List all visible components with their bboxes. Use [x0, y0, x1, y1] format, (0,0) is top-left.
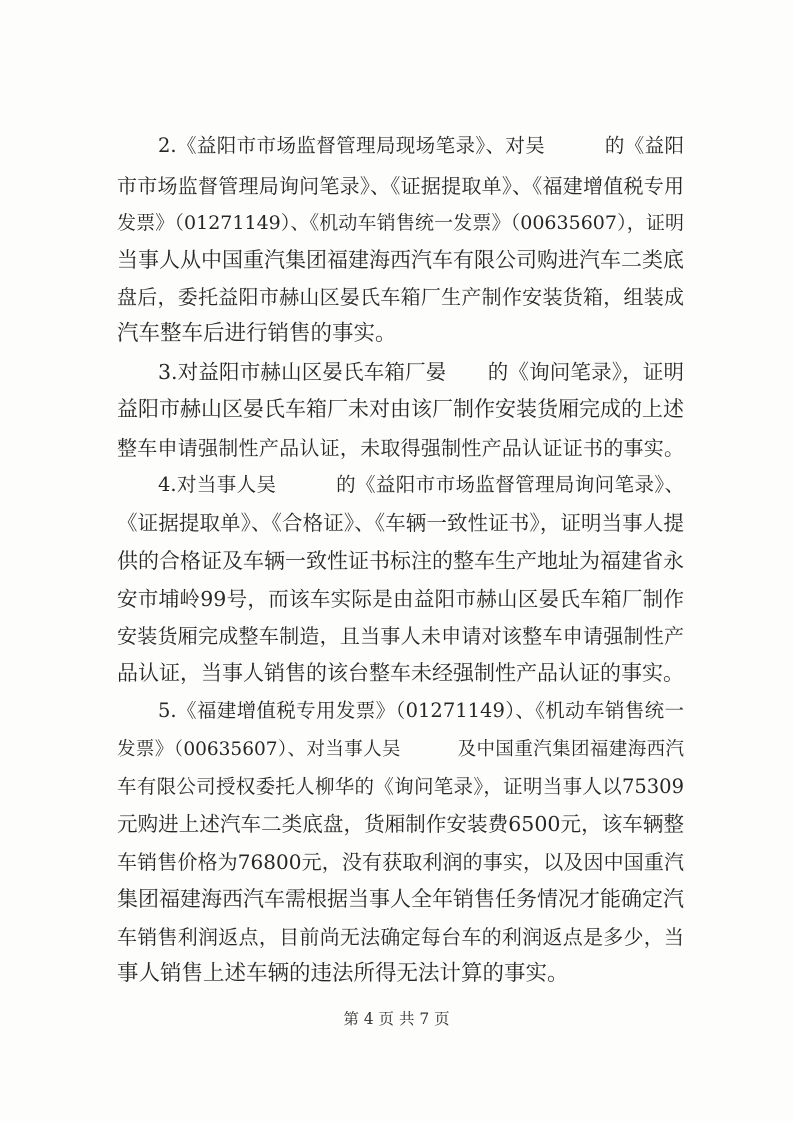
text-line: 安装货厢完成整车制造，且当事人未申请对该整车申请强制性产	[117, 624, 684, 648]
text-line: 车销售价格为76800元，没有获取利润的事实，以及因中国重汽	[117, 850, 684, 874]
text-line: 市市场监督管理局询问笔录》、《证据提取单》、《福建增值税专用	[117, 174, 684, 198]
page-number-footer: 第 4 页 共 7 页	[343, 1010, 450, 1028]
text-line: 盘后，委托益阳市赫山区晏氏车箱厂生产制作安装货箱，组装成	[117, 285, 684, 309]
text-line: 益阳市赫山区晏氏车箱厂未对由该厂制作安装货厢完成的上述	[117, 397, 684, 421]
text-line: 发票》（00635607）、对当事人吴 及中国重汽集团福建海西汽	[117, 739, 684, 760]
text-line: 集团福建海西汽车需根据当事人全年销售任务情况才能确定汽	[117, 887, 684, 911]
text-line: 安市埔岭99号，而该车实际是由益阳市赫山区晏氏车箱厂制作	[117, 587, 684, 611]
text-line: 事人销售上述车辆的违法所得无法计算的事实。	[117, 961, 569, 986]
text-line: 汽车整车后进行销售的事实。	[117, 321, 397, 346]
text-line: 元购进上述汽车二类底盘，货厢制作安装费6500元，该车辆整	[117, 812, 684, 836]
text-line: 4.对当事人吴 的《益阳市市场监督管理局询问笔录》、	[158, 473, 684, 496]
text-line: 发票》（01271149）、《机动车销售统一发票》（00635607），证明	[117, 212, 684, 234]
text-line: 品认证，当事人销售的该台整车未经强制性产品认证的事实。	[117, 661, 684, 685]
text-line: 整车申请强制性产品认证，未取得强制性产品认证证书的事实。	[117, 436, 684, 460]
text-line: 5.《福建增值税专用发票》（01271149）、《机动车销售统一	[158, 699, 684, 722]
text-line: 当事人从中国重汽集团福建海西汽车有限公司购进汽车二类底	[117, 248, 684, 272]
text-line: 3.对益阳市赫山区晏氏车箱厂晏 的《询问笔录》，证明	[158, 360, 684, 384]
text-line: 车销售利润返点，目前尚无法确定每台车的利润返点是多少，当	[117, 925, 684, 949]
text-line: 2.《益阳市市场监督管理局现场笔录》、对吴 的《益阳	[158, 134, 684, 157]
text-line: 车有限公司授权委托人柳华的《询问笔录》，证明当事人以75309	[117, 775, 684, 798]
text-line: 供的合格证及车辆一致性证书标注的整车生产地址为福建省永	[117, 549, 684, 573]
text-line: 《证据提取单》、《合格证》、《车辆一致性证书》，证明当事人提	[117, 511, 684, 535]
